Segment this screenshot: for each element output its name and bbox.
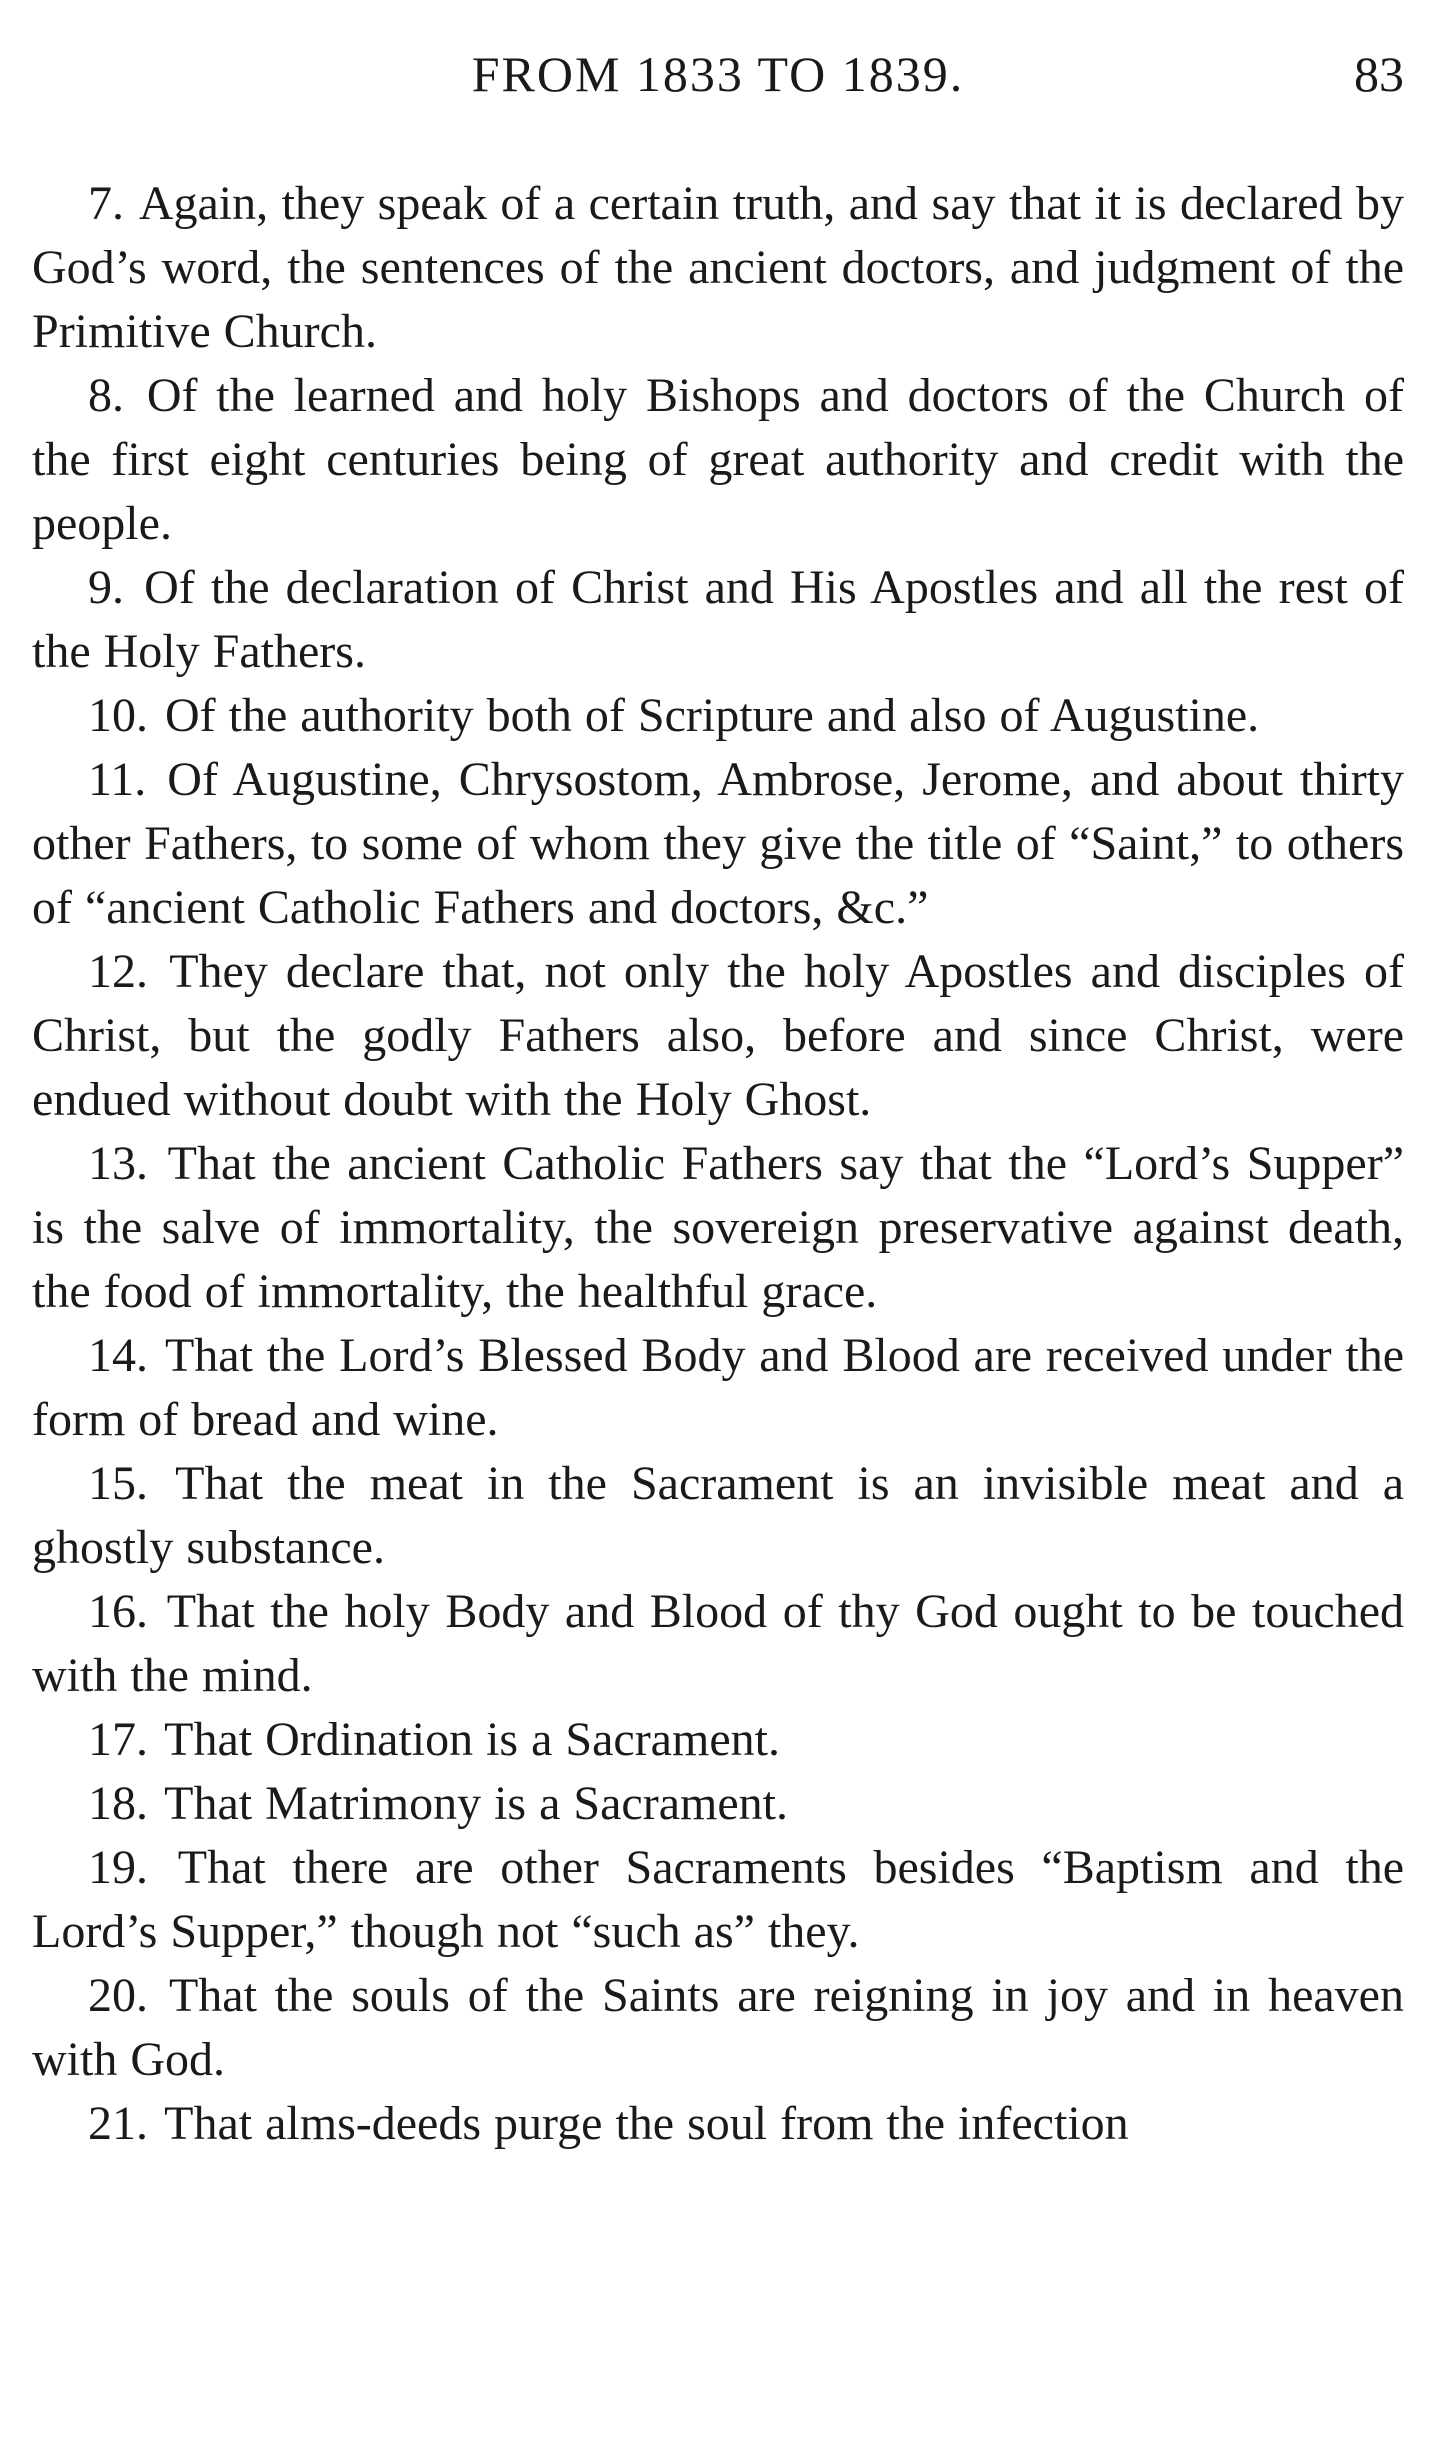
paragraph-14 bbox=[32, 1324, 1404, 1452]
paragraph-20 bbox=[32, 1964, 1404, 2092]
paragraph-17 bbox=[32, 1708, 1404, 1772]
paragraph-11 bbox=[32, 748, 1404, 940]
paragraph-19 bbox=[32, 1836, 1404, 1964]
paragraph-number: 12. bbox=[88, 945, 148, 998]
paragraph-15 bbox=[32, 1452, 1404, 1580]
paragraph-18 bbox=[32, 1772, 1404, 1836]
paragraph-8 bbox=[32, 364, 1404, 556]
paragraph-text: That there are other Sacraments besides “Baptism and the Lord’s Supper,” though not “such as” they. bbox=[32, 1841, 1404, 1958]
paragraph-number: 8. bbox=[88, 369, 124, 422]
body-text bbox=[32, 172, 1404, 2156]
paragraph-text: That the Lord’s Blessed Body and Blood are received under the form of bread and wine. bbox=[32, 1329, 1404, 1446]
paragraph-text: Of the authority both of Scripture and also of Augustine. bbox=[165, 689, 1260, 742]
paragraph-text: Of the declaration of Christ and His Apostles and all the rest of the Holy Fathers. bbox=[32, 561, 1404, 678]
paragraph-text: That the holy Body and Blood of thy God ought to be touched with the mind. bbox=[32, 1585, 1404, 1702]
paragraph-number: 10. bbox=[88, 689, 148, 742]
paragraph-text: That Matrimony is a Sacrament. bbox=[164, 1777, 788, 1830]
paragraph-number: 13. bbox=[88, 1137, 148, 1190]
paragraph-text: Of the learned and holy Bishops and doctors of the Church of the first eight centuries being of great authority and credit with the people. bbox=[32, 369, 1405, 550]
paragraph-21 bbox=[32, 2092, 1404, 2156]
paragraph-number: 11. bbox=[88, 753, 147, 806]
paragraph-16 bbox=[32, 1580, 1404, 1708]
paragraph-text: Again, they speak of a certain truth, and say that it is declared by God’s word, the sentences of the ancient doctors, and judgment of the Primitive Church. bbox=[32, 177, 1404, 358]
book-page bbox=[32, 38, 1404, 2156]
paragraph-number: 9. bbox=[88, 561, 124, 614]
paragraph-text: They declare that, not only the holy Apostles and disciples of Christ, but the godly Fathers also, before and since Christ, were endued without doubt with the Holy Ghost. bbox=[32, 945, 1405, 1126]
paragraph-number: 14. bbox=[88, 1329, 148, 1382]
paragraph-text: That the souls of the Saints are reigning in joy and in heaven with God. bbox=[32, 1969, 1404, 2086]
paragraph-number: 15. bbox=[88, 1457, 148, 1510]
paragraph-text: That alms-deeds purge the soul from the infection bbox=[164, 2097, 1129, 2150]
paragraph-number: 16. bbox=[88, 1585, 148, 1638]
paragraph-number: 19. bbox=[88, 1841, 148, 1894]
paragraph-13 bbox=[32, 1132, 1404, 1324]
page-number: 83 bbox=[1354, 46, 1404, 102]
paragraph-text: That the ancient Catholic Fathers say that the “Lord’s Supper” is the salve of immortality, the sovereign preservative against death, the food of immortality, the healthful grace. bbox=[32, 1137, 1404, 1318]
paragraph-number: 20. bbox=[88, 1969, 148, 2022]
running-title: FROM 1833 TO 1839. bbox=[471, 46, 965, 102]
paragraph-text: That the meat in the Sacrament is an invisible meat and a ghostly substance. bbox=[32, 1457, 1404, 1574]
running-head bbox=[32, 38, 1404, 110]
paragraph-number: 18. bbox=[88, 1777, 148, 1830]
paragraph-9 bbox=[32, 556, 1404, 684]
paragraph-number: 7. bbox=[88, 177, 124, 230]
paragraph-number: 21. bbox=[88, 2097, 148, 2150]
paragraph-10 bbox=[32, 684, 1404, 748]
paragraph-text: That Ordination is a Sacrament. bbox=[164, 1713, 780, 1766]
paragraph-number: 17. bbox=[88, 1713, 148, 1766]
paragraph-12 bbox=[32, 940, 1404, 1132]
paragraph-7 bbox=[32, 172, 1404, 364]
paragraph-text: Of Augustine, Chrysostom, Ambrose, Jerome, and about thirty other Fathers, to some of whom they give the title of “Saint,” to others of “ancient Catholic Fathers and doctors, &c.” bbox=[32, 753, 1405, 934]
